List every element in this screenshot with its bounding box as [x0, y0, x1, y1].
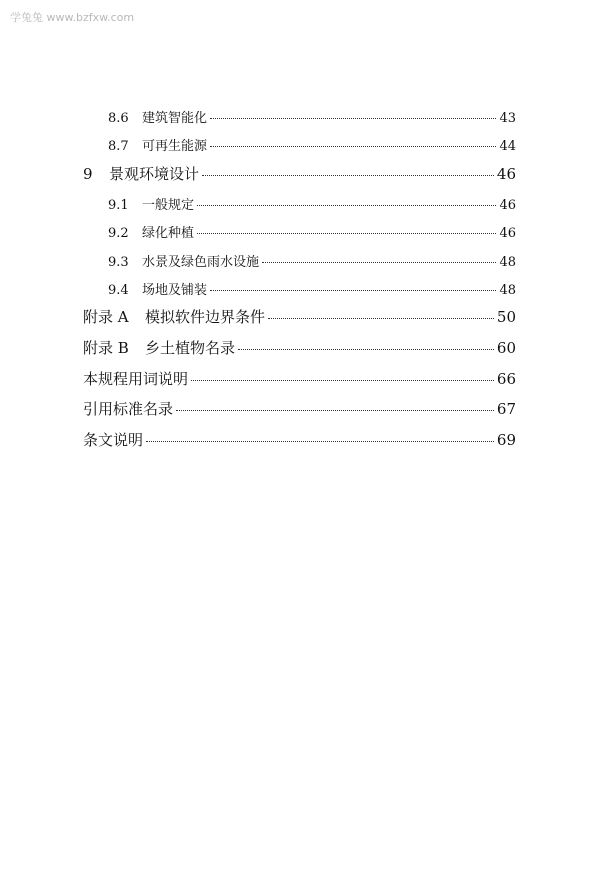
toc-title: 场地及铺装 — [142, 283, 208, 298]
dot-leader — [191, 380, 494, 381]
toc-title: 建筑智能化 — [142, 111, 208, 126]
dot-leader — [210, 118, 496, 119]
toc-title: 水景及绿色雨水设施 — [142, 255, 260, 270]
toc-number: 9.3 — [108, 255, 129, 270]
toc-entry-9-4[interactable] — [0, 279, 516, 298]
toc-entry-9-1[interactable] — [0, 194, 516, 213]
dot-leader — [210, 146, 496, 147]
toc-number: 9.2 — [108, 226, 129, 241]
watermark: 学兔兔 www.bzfxw.com — [10, 11, 135, 24]
toc-title: 可再生能源 — [142, 139, 208, 154]
dot-leader — [202, 175, 494, 176]
toc-page: 48 — [499, 283, 516, 298]
toc-page: 67 — [496, 400, 516, 418]
toc-page: 46 — [499, 198, 516, 213]
dot-leader — [210, 290, 496, 291]
dot-leader — [268, 318, 494, 319]
toc-entry-appendix-a[interactable] — [0, 306, 516, 327]
toc-title: 一般规定 — [142, 198, 195, 213]
toc-entry-9-2[interactable] — [0, 222, 516, 241]
toc-title: 条文说明 — [83, 431, 144, 449]
toc-entry-standards[interactable] — [0, 398, 516, 419]
toc-page: 46 — [499, 226, 516, 241]
toc-entry-terms[interactable] — [0, 368, 516, 389]
dot-leader — [197, 233, 496, 234]
toc-title: 模拟软件边界条件 — [145, 308, 266, 326]
toc-number: 附录 B — [83, 339, 129, 357]
toc-title: 景观环境设计 — [109, 165, 200, 183]
toc-page: 43 — [499, 111, 516, 126]
dot-leader — [197, 205, 496, 206]
toc-number: 附录 A — [83, 308, 129, 326]
toc-title: 本规程用词说明 — [83, 370, 189, 388]
toc-number: 9.4 — [108, 283, 129, 298]
toc-entry-8-7[interactable] — [0, 135, 516, 154]
toc-number: 8.7 — [108, 139, 129, 154]
toc-page: 60 — [496, 339, 516, 357]
dot-leader — [262, 262, 496, 263]
toc-page: 48 — [499, 255, 516, 270]
dot-leader — [238, 349, 494, 350]
toc-page: 46 — [496, 165, 516, 183]
toc-number: 9 — [83, 165, 93, 183]
toc-page: 50 — [496, 308, 516, 326]
dot-leader — [146, 441, 494, 442]
toc-number: 8.6 — [108, 111, 129, 126]
toc-entry-appendix-b[interactable] — [0, 337, 516, 358]
toc-entry-9[interactable] — [0, 163, 516, 184]
toc-title: 引用标准名录 — [83, 400, 174, 418]
dot-leader — [176, 410, 494, 411]
toc-page: 66 — [496, 370, 516, 388]
toc-entry-8-6[interactable] — [0, 107, 516, 126]
toc-title: 绿化种植 — [142, 226, 195, 241]
toc-page: 69 — [496, 431, 516, 449]
toc-title: 乡土植物名录 — [145, 339, 236, 357]
toc-entry-9-3[interactable] — [0, 251, 516, 270]
toc-page: 44 — [499, 139, 516, 154]
toc-number: 9.1 — [108, 198, 129, 213]
toc-entry-explanation[interactable] — [0, 429, 516, 450]
